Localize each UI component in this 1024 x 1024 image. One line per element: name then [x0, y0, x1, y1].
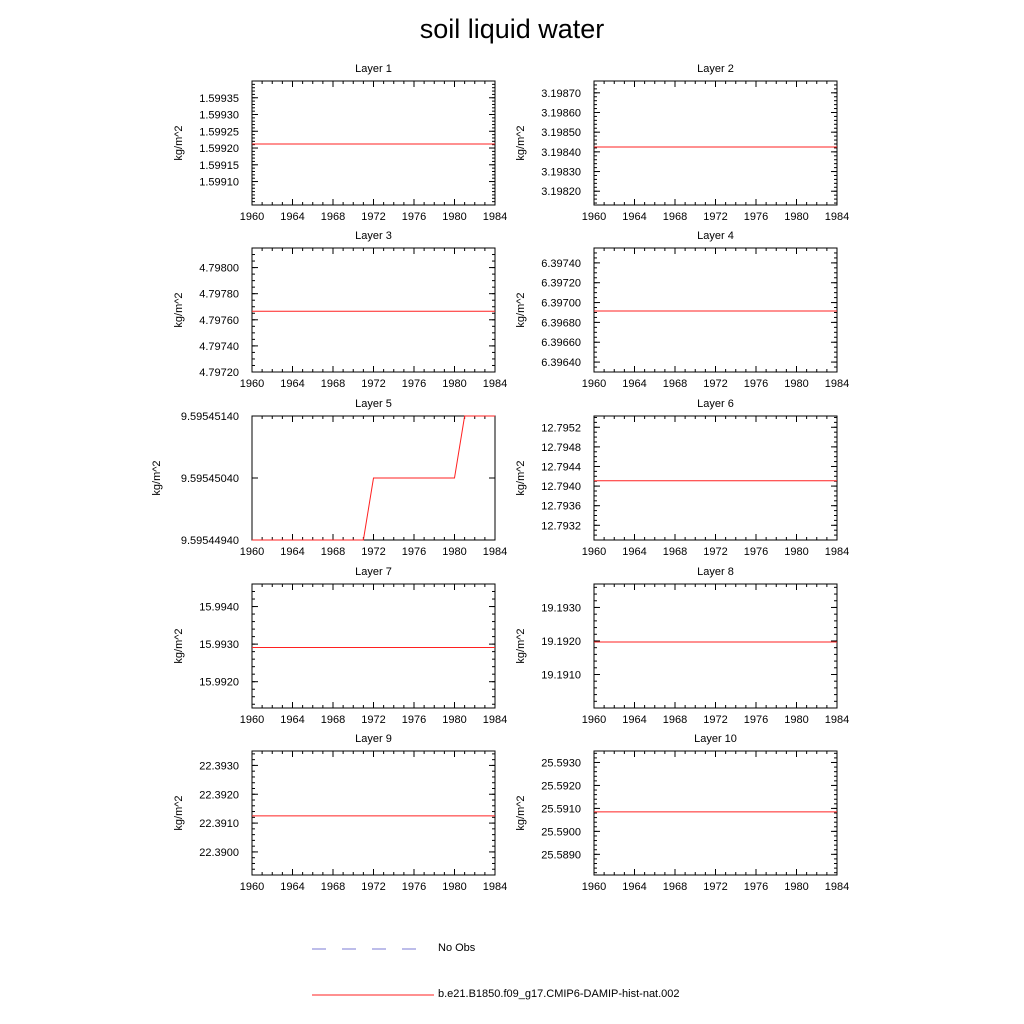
- y-tick-label: 3.19850: [541, 127, 581, 140]
- x-tick-label: 1980: [442, 211, 467, 223]
- y-tick-label: 22.3900: [199, 846, 239, 859]
- panel-6: [515, 398, 849, 558]
- x-tick-label: 1972: [361, 881, 386, 893]
- y-tick-label: 3.19870: [541, 87, 581, 100]
- y-tick-label: 12.7952: [541, 422, 581, 435]
- x-tick-label: 1968: [662, 546, 688, 558]
- y-tick-label: 4.79740: [199, 340, 239, 353]
- x-tick-label: 1964: [280, 881, 305, 893]
- x-tick-label: 1960: [239, 211, 265, 223]
- panel-9: [173, 733, 507, 893]
- x-tick-label: 1980: [784, 211, 809, 223]
- y-tick-label: 3.19860: [541, 107, 581, 120]
- panel-title: Layer 6: [697, 398, 734, 410]
- panel-title: Layer 9: [355, 733, 392, 745]
- x-tick-label: 1984: [482, 378, 508, 390]
- x-tick-label: 1972: [361, 211, 386, 223]
- panel-title: Layer 10: [694, 733, 737, 745]
- y-tick-label: 1.59910: [199, 176, 239, 189]
- legend-label-no-obs: No Obs: [438, 942, 476, 954]
- x-tick-label: 1960: [581, 378, 607, 390]
- y-axis-label: kg/m^2: [515, 292, 527, 328]
- panel-8: [515, 566, 849, 726]
- x-tick-label: 1976: [401, 378, 427, 390]
- y-axis-label: kg/m^2: [515, 795, 527, 831]
- x-tick-label: 1980: [784, 378, 809, 390]
- y-tick-label: 15.9940: [199, 601, 239, 614]
- x-tick-label: 1976: [401, 211, 427, 223]
- x-tick-label: 1984: [824, 546, 850, 558]
- y-tick-label: 3.19840: [541, 146, 581, 159]
- x-tick-label: 1972: [703, 714, 728, 726]
- x-tick-label: 1980: [784, 714, 809, 726]
- x-tick-label: 1960: [581, 714, 607, 726]
- panel-title: Layer 4: [697, 230, 734, 242]
- x-tick-label: 1968: [320, 714, 346, 726]
- y-tick-label: 6.39660: [541, 337, 581, 350]
- x-tick-label: 1964: [622, 546, 647, 558]
- y-tick-label: 4.79800: [199, 262, 239, 275]
- x-tick-label: 1964: [622, 211, 647, 223]
- panel-10: [515, 733, 849, 893]
- legend-label-model: b.e21.B1850.f09_g17.CMIP6-DAMIP-hist-nat.002: [438, 988, 680, 1000]
- panel-title: Layer 2: [697, 63, 734, 75]
- y-axis-label: kg/m^2: [173, 795, 185, 831]
- plot-frame: [594, 248, 837, 372]
- plot-frame: [252, 584, 495, 708]
- x-tick-label: 1964: [280, 378, 305, 390]
- plot-frame: [252, 81, 495, 205]
- x-tick-label: 1964: [622, 714, 647, 726]
- x-tick-label: 1968: [662, 881, 688, 893]
- x-tick-label: 1980: [784, 546, 809, 558]
- y-tick-label: 22.3910: [199, 818, 239, 831]
- y-tick-label: 19.1930: [541, 602, 581, 615]
- x-tick-label: 1976: [401, 881, 427, 893]
- y-tick-label: 12.7948: [541, 441, 581, 454]
- x-tick-label: 1972: [361, 546, 386, 558]
- x-tick-label: 1984: [824, 881, 850, 893]
- x-tick-label: 1960: [581, 546, 607, 558]
- y-tick-label: 25.5910: [541, 803, 581, 816]
- x-tick-label: 1972: [703, 546, 728, 558]
- y-tick-label: 25.5900: [541, 826, 581, 839]
- x-tick-label: 1964: [622, 881, 647, 893]
- x-tick-label: 1972: [703, 378, 728, 390]
- plot-frame: [594, 751, 837, 875]
- y-tick-label: 9.59544940: [180, 535, 239, 547]
- y-tick-label: 1.59915: [199, 159, 239, 172]
- plot-frame: [594, 584, 837, 708]
- y-tick-label: 12.7940: [541, 481, 581, 494]
- x-tick-label: 1968: [662, 714, 688, 726]
- panel-title: Layer 8: [697, 566, 734, 578]
- y-axis-label: kg/m^2: [173, 125, 185, 161]
- y-tick-label: 25.5890: [541, 849, 581, 862]
- y-tick-label: 1.59925: [199, 126, 239, 139]
- y-tick-label: 25.5920: [541, 780, 581, 793]
- y-tick-label: 12.7944: [541, 461, 581, 474]
- y-tick-label: 22.3920: [199, 789, 239, 802]
- y-tick-label: 3.19820: [541, 186, 581, 199]
- panel-1: [173, 63, 507, 223]
- y-tick-label: 1.59920: [199, 143, 239, 156]
- x-tick-label: 1968: [320, 546, 346, 558]
- panel-4: [515, 230, 849, 390]
- y-tick-label: 15.9920: [199, 676, 239, 689]
- series-line: [252, 416, 495, 540]
- x-tick-label: 1972: [703, 211, 728, 223]
- panel-title: Layer 5: [355, 398, 392, 410]
- y-tick-label: 1.59935: [199, 92, 239, 105]
- x-tick-label: 1968: [320, 378, 346, 390]
- x-tick-label: 1976: [401, 546, 427, 558]
- x-tick-label: 1984: [482, 546, 508, 558]
- x-tick-label: 1960: [581, 211, 607, 223]
- x-tick-label: 1972: [361, 378, 386, 390]
- x-tick-label: 1960: [239, 714, 265, 726]
- x-tick-label: 1980: [442, 378, 467, 390]
- x-tick-label: 1980: [442, 714, 467, 726]
- x-tick-label: 1984: [824, 378, 850, 390]
- y-tick-label: 1.59930: [199, 109, 239, 122]
- y-tick-label: 6.39680: [541, 317, 581, 330]
- y-axis-label: kg/m^2: [515, 125, 527, 161]
- x-tick-label: 1976: [743, 546, 769, 558]
- y-tick-label: 19.1920: [541, 635, 581, 648]
- x-tick-label: 1980: [442, 546, 467, 558]
- y-tick-label: 9.59545140: [180, 411, 239, 423]
- panel-2: [515, 63, 849, 223]
- y-tick-label: 4.79780: [199, 288, 239, 301]
- plot-frame: [252, 248, 495, 372]
- x-tick-label: 1976: [743, 881, 769, 893]
- x-tick-label: 1968: [662, 211, 688, 223]
- y-tick-label: 9.59545040: [180, 473, 239, 485]
- y-tick-label: 6.39720: [541, 277, 581, 290]
- x-tick-label: 1972: [361, 714, 386, 726]
- x-tick-label: 1976: [743, 714, 769, 726]
- y-tick-label: 15.9930: [199, 639, 239, 652]
- x-tick-label: 1976: [401, 714, 427, 726]
- panel-3: [173, 230, 507, 390]
- plot-frame: [594, 81, 837, 205]
- y-tick-label: 12.7932: [541, 520, 581, 533]
- y-axis-label: kg/m^2: [515, 628, 527, 664]
- x-tick-label: 1984: [824, 714, 850, 726]
- y-axis-label: kg/m^2: [515, 460, 527, 496]
- x-tick-label: 1960: [239, 881, 265, 893]
- x-tick-label: 1968: [662, 378, 688, 390]
- y-tick-label: 4.79720: [199, 367, 239, 379]
- x-tick-label: 1964: [622, 378, 647, 390]
- x-tick-label: 1960: [239, 546, 265, 558]
- x-tick-label: 1960: [581, 881, 607, 893]
- y-tick-label: 25.5930: [541, 757, 581, 770]
- x-tick-label: 1984: [482, 881, 508, 893]
- y-tick-label: 4.79760: [199, 314, 239, 327]
- y-tick-label: 3.19830: [541, 166, 581, 179]
- x-tick-label: 1968: [320, 881, 346, 893]
- y-tick-label: 19.1910: [541, 669, 581, 682]
- x-tick-label: 1968: [320, 211, 346, 223]
- y-tick-label: 6.39640: [541, 357, 581, 370]
- x-tick-label: 1964: [280, 714, 305, 726]
- x-tick-label: 1960: [239, 378, 265, 390]
- panel-7: [173, 566, 507, 726]
- x-tick-label: 1984: [482, 714, 508, 726]
- y-tick-label: 22.3930: [199, 760, 239, 773]
- x-tick-label: 1972: [703, 881, 728, 893]
- x-tick-label: 1980: [784, 881, 809, 893]
- y-axis-label: kg/m^2: [151, 460, 163, 496]
- x-tick-label: 1964: [280, 546, 305, 558]
- x-tick-label: 1964: [280, 211, 305, 223]
- x-tick-label: 1984: [824, 211, 850, 223]
- y-tick-label: 6.39740: [541, 257, 581, 270]
- x-tick-label: 1976: [743, 378, 769, 390]
- x-tick-label: 1980: [442, 881, 467, 893]
- y-tick-label: 6.39700: [541, 297, 581, 310]
- y-axis-label: kg/m^2: [173, 292, 185, 328]
- plot-frame: [594, 416, 837, 540]
- panel-title: Layer 3: [355, 230, 392, 242]
- panel-title: Layer 7: [355, 566, 392, 578]
- figure-title: soil liquid water: [419, 14, 605, 44]
- y-axis-label: kg/m^2: [173, 628, 185, 664]
- panel-title: Layer 1: [355, 63, 392, 75]
- plot-frame: [252, 751, 495, 875]
- x-tick-label: 1976: [743, 211, 769, 223]
- y-tick-label: 12.7936: [541, 500, 581, 513]
- x-tick-label: 1984: [482, 211, 508, 223]
- panel-5: [151, 398, 507, 558]
